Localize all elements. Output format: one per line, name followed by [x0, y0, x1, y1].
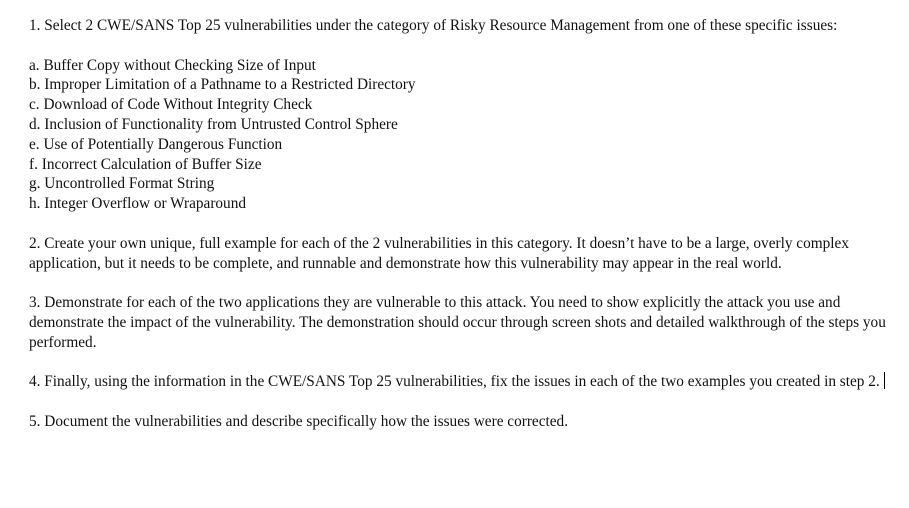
- paragraph-step-4-text: 4. Finally, using the information in the CWE/SANS Top 25 vulnerabilities, fix the issues in each of the two examples you created in step 2.: [29, 373, 880, 391]
- paragraph-step-4: [29, 372, 897, 392]
- text-cursor: [884, 372, 885, 389]
- paragraph-step-1: 1. Select 2 CWE/SANS Top 25 vulnerabilities under the category of Risky Resource Management from one of these specific issues:: [29, 17, 838, 34]
- paragraph-step-2: 2. Create your own unique, full example for each of the 2 vulnerabilities in this category. It doesn’t have to be a large, overly complex application, but it needs to be complete, and runnable and demonstrate how this vulnerability may appear in the real world.: [29, 234, 849, 272]
- paragraph-step-3: 3. Demonstrate for each of the two applications they are vulnerable to this attack. You need to show explicitly the attack you use and demonstrate the impact of the vulnerability. The demonstration should occur through screen shots and detailed walkthrough of the steps you performed.: [29, 294, 886, 351]
- list-item: g. Uncontrolled Format String: [29, 175, 215, 193]
- list-item: e. Use of Potentially Dangerous Function: [29, 135, 283, 153]
- list-item: h. Integer Overflow or Wraparound: [29, 195, 247, 213]
- list-item: f. Incorrect Calculation of Buffer Size: [29, 155, 262, 173]
- document-body[interactable]: [29, 16, 897, 452]
- paragraph-step-5: 5. Document the vulnerabilities and describe specifically how the issues were corrected.: [29, 412, 569, 430]
- list-item: c. Download of Code Without Integrity Check: [29, 96, 313, 114]
- issue-list: [29, 56, 897, 214]
- list-item: d. Inclusion of Functionality from Untrusted Control Sphere: [29, 115, 398, 133]
- list-item: b. Improper Limitation of a Pathname to a Restricted Directory: [29, 76, 416, 94]
- list-item: a. Buffer Copy without Checking Size of Input: [29, 56, 316, 74]
